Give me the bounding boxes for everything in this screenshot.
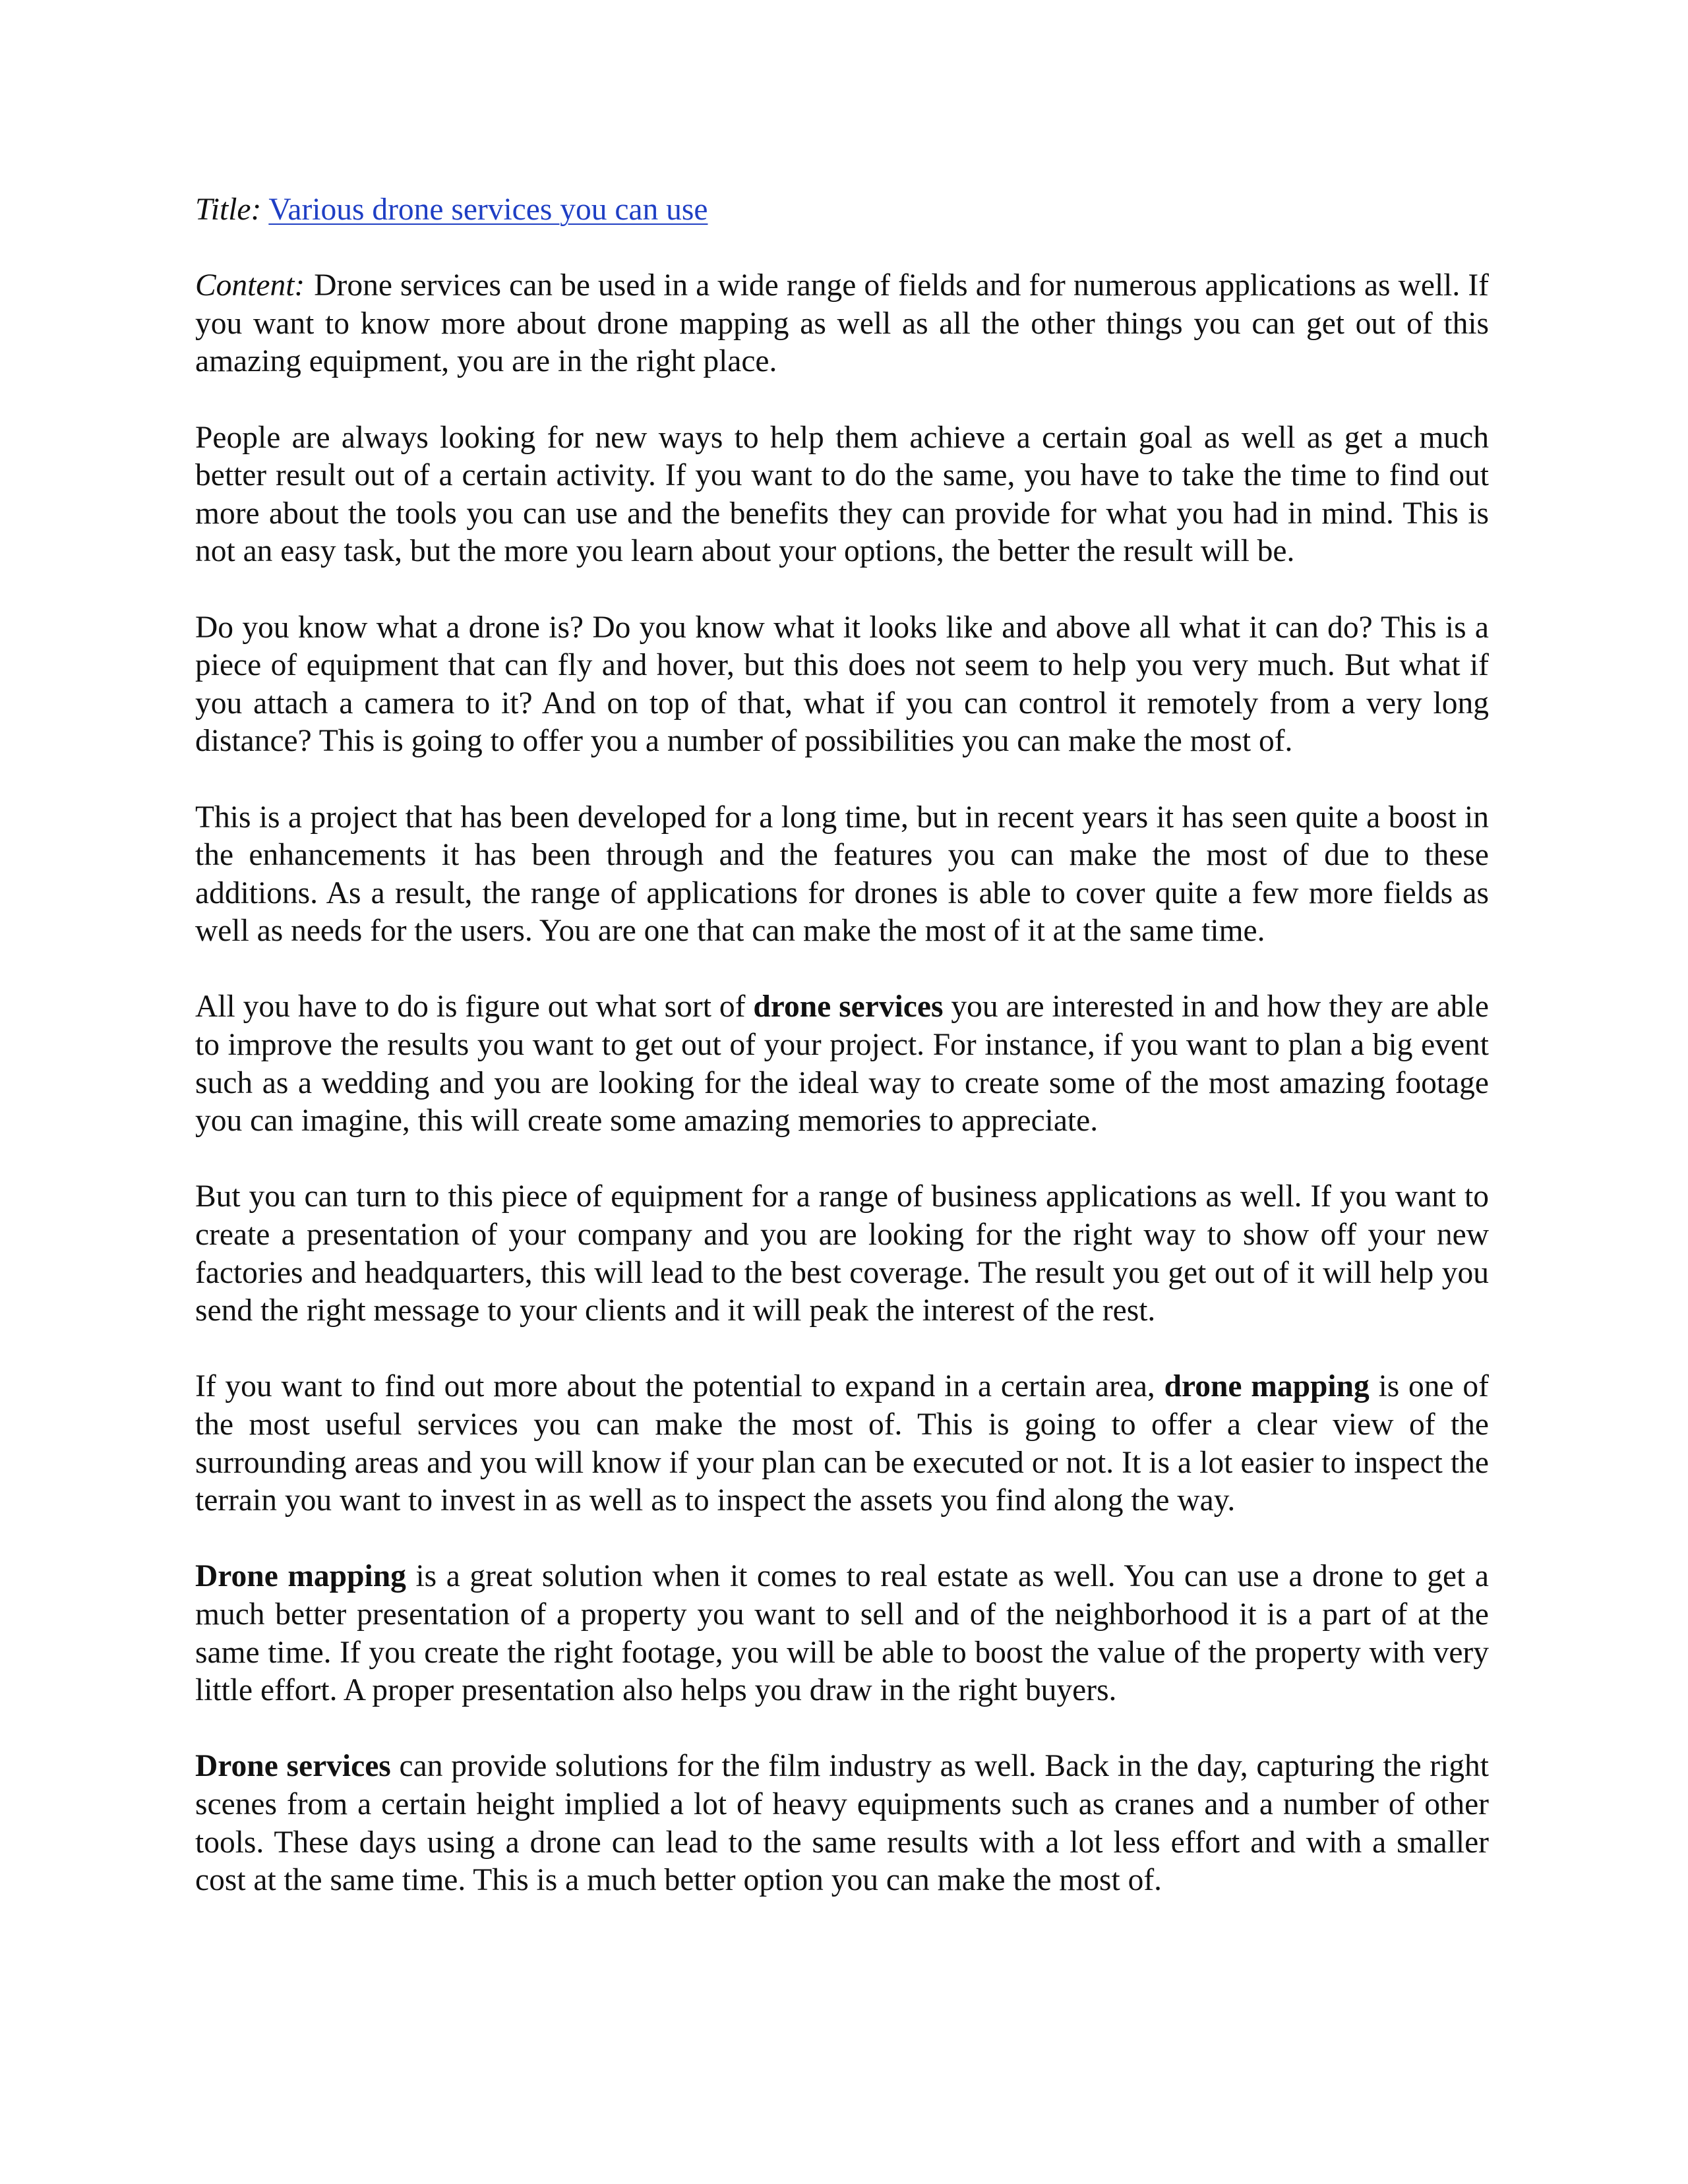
paragraph-text: People are always looking for new ways to help them achieve a certain goal as well as get a much better result out of a certain activity. If you want to do the same, you have to take the time to find out more about the tools you can use and the benefits they can provide for what you had in mind. This is not an easy task, but the more you learn about your options, the better the result will be. [195,420,1489,569]
document-page [195,191,1489,1900]
bold-keyword: Drone services [195,1749,391,1784]
paragraph [195,419,1489,571]
paragraph [195,1558,1489,1709]
paragraph-text: can provide solutions for the film industry as well. Back in the day, capturing the right scenes from a certain height implied a lot of heavy equipments such as cranes and a number of other tools. These days using a drone can lead to the same results with a lot less effort and with a smaller cost at the same time. This is a much better option you can make the most of. [195,1749,1489,1898]
paragraph-text: you are interested in and how they are able to improve the results you want to get out of your project. For instance, if you want to plan a big event such as a wedding and you are looking for the ideal way to create some of the most amazing footage you can imagine, this will create some amazing memories to appreciate. [195,989,1490,1138]
paragraph [195,267,1489,381]
paragraph-text: But you can turn to this piece of equipment for a range of business applications as well. If you want to create a presentation of your company and you are looking for the right way to show off your new factories and headquarters, this will lead to the best coverage. The result you get out of it will help you send the right message to your clients and it will peak the interest of the rest. [195,1179,1489,1328]
paragraph [195,1748,1489,1899]
paragraph-text: If you want to find out more about the potential to expand in a certain area, [195,1369,1164,1404]
paragraph-text: All you have to do is figure out what sort of [195,989,754,1024]
paragraph [195,988,1489,1140]
bold-keyword: Drone mapping [195,1559,406,1594]
paragraph [195,1178,1489,1330]
paragraph-text: This is a project that has been developed for a long time, but in recent years it has seen quite a boost in the enhancements it has been through and the features you can make the most of due to these additions. As a result, the range of applications for drones is able to cover quite a few more fields as well as needs for the users. You are one that can make the most of it at the same time. [195,800,1489,949]
title-link[interactable]: Various drone services you can use [268,192,708,227]
content-body [195,267,1489,1900]
paragraph-text: Drone services can be used in a wide range of fields and for numerous applications as well. If you want to know more about drone mapping as well as all the other things you can get out of this amazing equipment, you are in the right place. [195,268,1489,379]
paragraph-text: Do you know what a drone is? Do you know what it looks like and above all what it can do? This is a piece of equipment that can fly and hover, but this does not seem to help you very much. But what if you attach a camera to it? And on top of that, what if you can control it remotely from a very long distance? This is going to offer you a number of possibilities you can make the most of. [195,610,1489,759]
bold-keyword: drone services [753,989,944,1024]
paragraph [195,609,1489,761]
title-line [195,191,1489,229]
paragraph-text: is one of the most useful services you can make the most of. This is going to offer a clear view of the surrounding areas and you will know if your plan can be executed or not. It is a lot easier to inspect the terrain you want to invest in as well as to inspect the assets you find along the way. [195,1369,1489,1518]
content-label: Content: [195,268,305,303]
paragraph [195,1368,1489,1520]
title-label: Title: [195,192,262,227]
bold-keyword: drone mapping [1164,1369,1370,1404]
paragraph-text: is a great solution when it comes to real estate as well. You can use a drone to get a much better presentation of a property you want to sell and of the neighborhood it is a part of at the same time. If you create the right footage, you will be able to boost the value of the property with very little effort. A proper presentation also helps you draw in the right buyers. [195,1559,1489,1708]
paragraph [195,799,1489,951]
